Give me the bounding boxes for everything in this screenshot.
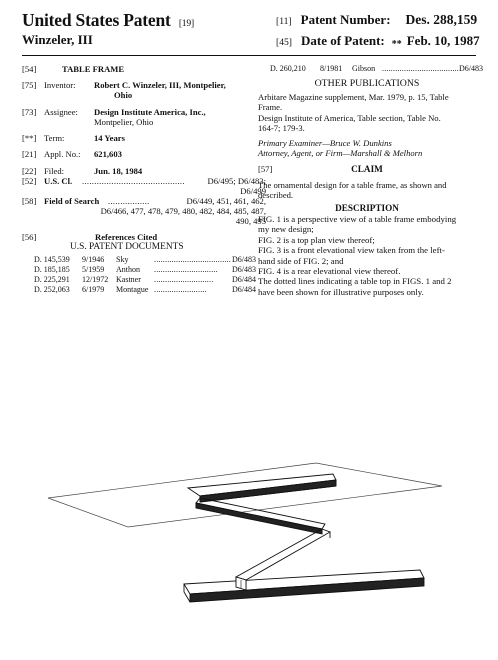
other-publications-title: OTHER PUBLICATIONS (314, 78, 420, 89)
table-row (270, 64, 483, 74)
patent-date-cell: 5/1959 (82, 265, 105, 274)
description-body (258, 214, 456, 297)
ref-leader-dots: ................................... (382, 64, 459, 73)
search-line2: D6/466, 477, 478, 479, 480, 482, 484, 485, 487, (100, 206, 266, 216)
uscl-value2: D6/499 (240, 186, 266, 196)
search-field-code: [58] (22, 196, 37, 206)
description-line: FIG. 4 is a rear elevational view thereof. (258, 266, 401, 277)
description-line: The dotted lines indicating a table top in FIGS. 1 and 2 (258, 276, 452, 287)
claim-title: CLAIM (351, 164, 383, 174)
ref-number: D. 260,210 (270, 64, 306, 73)
ref-date: 8/1981 (320, 64, 343, 73)
attorney: Attorney, Agent, or Firm—Marshall & Melhorn (258, 148, 423, 158)
us-patents-table (34, 255, 262, 295)
patent-date-cell: 6/1979 (82, 285, 105, 294)
publication1-line1: Arbitare Magazine supplement, Mar. 1979, p. 15, Table (258, 92, 449, 102)
claim-field-code: [57] (258, 164, 273, 174)
patent-number-label: Patent Number: (300, 12, 391, 27)
description-line: hand side of FIG. 2; and (258, 255, 344, 266)
us-patent-documents-title: U.S. PATENT DOCUMENTS (70, 242, 184, 252)
description-line: FIG. 1 is a perspective view of a table frame embodying (258, 214, 457, 224)
table-row (34, 285, 262, 295)
patent-name-cell: Kastner (116, 275, 141, 284)
patent-date-cell: 12/1972 (82, 275, 109, 284)
ref-class: D6/483 (459, 64, 483, 73)
term-value: 14 Years (94, 133, 125, 143)
description-line: FIG. 2 is a top plan view thereof; (258, 234, 375, 245)
patent-leader-dots: ........................... (154, 275, 214, 284)
patent-name-cell: Montague (116, 285, 149, 294)
middle-beam-face (196, 503, 322, 534)
patent-class-cell: D6/484 (232, 275, 256, 284)
inventor-label: Inventor: (44, 80, 76, 90)
description-line: my new design; (258, 224, 314, 235)
publication2-line1: Design Institute of America, Table section, Table No. (258, 113, 441, 123)
appl-value: 621,603 (94, 149, 122, 159)
table-row (34, 265, 262, 275)
patent-name-cell: Sky (116, 255, 129, 264)
claim-line2: described. (258, 190, 294, 200)
appl-label: Appl. No.: (44, 149, 81, 159)
refs-field-code: [56] (22, 232, 37, 242)
table-frame-figure (0, 440, 498, 640)
patent-number-cell: D. 145,539 (34, 255, 70, 264)
patent-leader-dots: ................................... (154, 255, 231, 264)
table-row (34, 255, 262, 265)
search-leader-dots: ................. (108, 196, 150, 206)
date-row (276, 33, 480, 50)
patent-class-cell: D6/484 (232, 285, 256, 294)
search-label: Field of Search (44, 196, 100, 206)
term-field-code: [**] (22, 133, 37, 143)
patent-leader-dots: ........................ (154, 285, 207, 294)
uscl-value1: D6/495; D6/483; (207, 176, 266, 186)
date-mark: ** (391, 39, 402, 50)
patent-number-cell: D. 252,063 (34, 285, 70, 294)
title-text: United States Patent (22, 10, 171, 30)
inventor-field-code: [75] (22, 80, 37, 90)
patent-number-cell: D. 185,185 (34, 265, 70, 274)
assignee-label: Assignee: (44, 107, 78, 117)
date-code: [45] (276, 37, 292, 48)
invention-title: TABLE FRAME (62, 64, 125, 74)
filed-value: Jun. 18, 1984 (94, 166, 143, 176)
title-field-code: [54] (22, 64, 37, 74)
term-label: Term: (44, 133, 65, 143)
right-top-reference (270, 64, 483, 74)
inventor-line1: Robert C. Winzeler, III, Montpelier, (94, 80, 226, 90)
patent-number-value: Des. 288,159 (405, 12, 478, 27)
assignee-field-code: [73] (22, 107, 37, 117)
description-line: have been shown for illustrative purposes only. (258, 286, 424, 297)
header-rule (22, 55, 476, 56)
patent-number-code: [11] (276, 16, 292, 27)
us-patents-grid (34, 255, 262, 295)
primary-examiner: Primary Examiner—Bruce W. Dunkins (258, 138, 392, 148)
appl-field-code: [21] (22, 149, 37, 159)
patent-number-row (276, 12, 477, 28)
table-row (34, 275, 262, 285)
patent-date-cell: 9/1946 (82, 255, 105, 264)
uscl-field-code: [52] (22, 176, 37, 186)
claim-line1: The ornamental design for a table frame, as shown and (258, 180, 447, 190)
search-line3: 490, 495 (235, 216, 266, 226)
patent-number-cell: D. 225,291 (34, 275, 70, 284)
inventor-short-name: Winzeler, III (22, 32, 93, 47)
assignee-line1: Design Institute America, Inc., (94, 107, 206, 117)
patent-name-cell: Anthon (116, 265, 140, 274)
filed-label: Filed: (44, 166, 65, 176)
middle-beam (196, 498, 325, 529)
assignee-line2: Montpelier, Ohio (94, 117, 154, 127)
date-label: Date of Patent: (300, 33, 385, 48)
ref-name: Gibson (352, 64, 376, 73)
right-top-reference-grid (270, 64, 483, 74)
patent-class-cell: D6/483 (232, 265, 256, 274)
diagonal-leg (236, 529, 330, 580)
uscl-leader-dots: .......................................... (82, 176, 185, 186)
filed-field-code: [22] (22, 166, 37, 176)
publication1-line2: Frame. (258, 102, 283, 112)
uscl-label: U.S. Cl. (44, 176, 73, 186)
upper-beam-face (200, 480, 336, 502)
publication2-line2: 164-7; 179-3. (258, 123, 305, 133)
references-cited-title: References Cited (95, 232, 158, 242)
description-line: FIG. 3 is a front elevational view taken from the left- (258, 245, 445, 256)
inventor-line2: Ohio (114, 90, 133, 100)
patent-class-cell: D6/483 (232, 255, 256, 264)
patent-leader-dots: ............................. (154, 265, 218, 274)
description-title: DESCRIPTION (335, 203, 399, 213)
document-title (22, 10, 194, 31)
title-code: [19] (178, 18, 194, 29)
date-value: Feb. 10, 1987 (406, 33, 480, 48)
search-line1: D6/449, 451, 461, 462, (186, 196, 266, 206)
